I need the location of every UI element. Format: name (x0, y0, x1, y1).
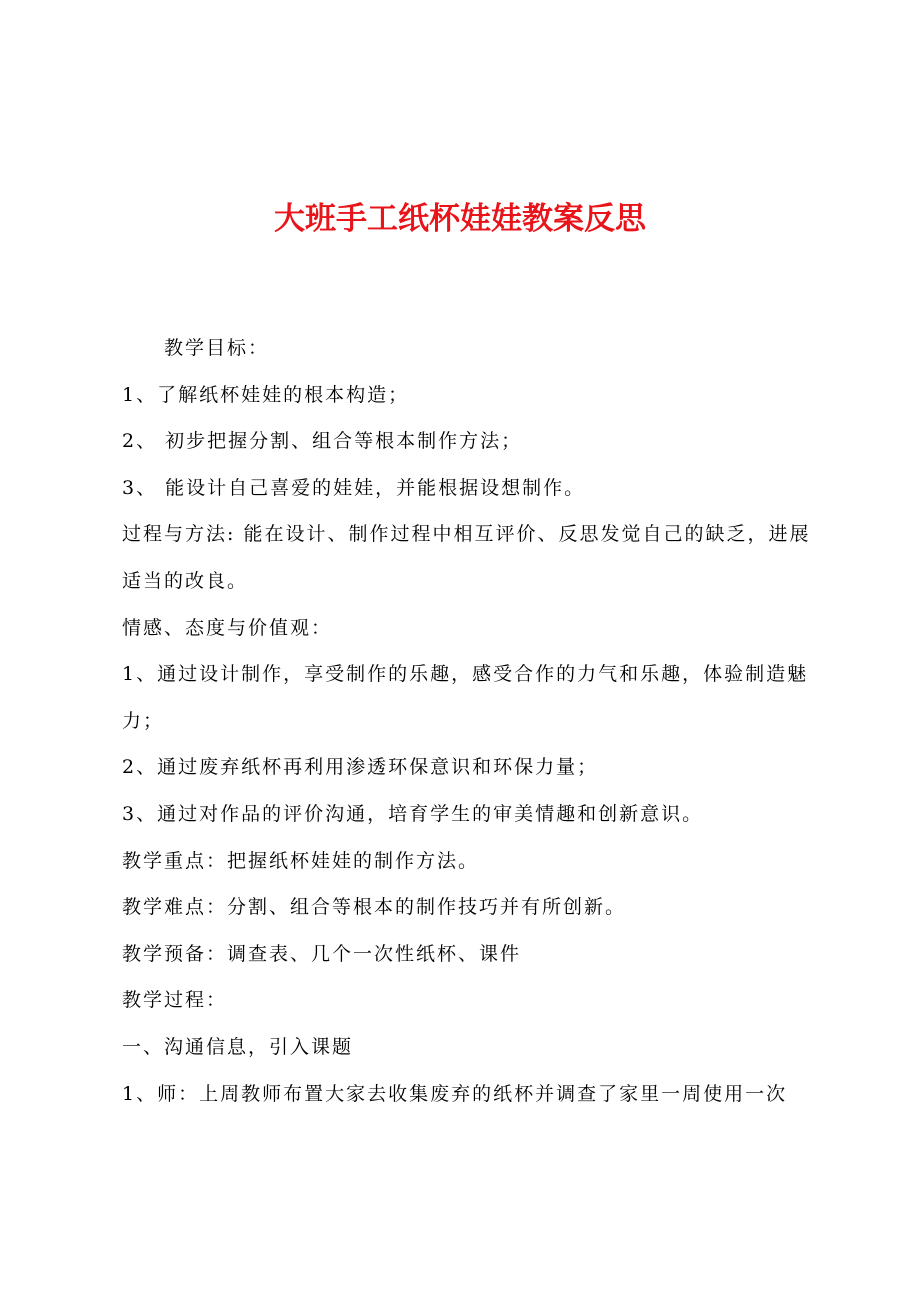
paragraph-objective-1: 1、了解纸杯娃娃的根本构造； (122, 383, 410, 406)
paragraph-objective-3: 3、 能设计自己喜爱的娃娃，并能根据设想制作。 (122, 476, 586, 499)
paragraph-emotion-1: 1、通过设计制作，享受制作的乐趣，感受合作的力气和乐趣，体验制造魅力； (122, 663, 809, 732)
paragraph-emotion-3: 3、通过对作品的评价沟通，培育学生的审美情趣和创新意识。 (122, 802, 704, 825)
document-title: 大班手工纸杯娃娃教案反思 (274, 201, 646, 237)
paragraph-preparation: 教学预备：调查表、几个一次性纸杯、课件 (122, 942, 522, 965)
section-heading-process: 教学过程： (122, 989, 228, 1012)
paragraph-process-method: 过程与方法: 能在设计、制作过程中相互评价、反思发觉自己的缺乏，进展适当的改良。 (122, 523, 811, 592)
section-heading-objectives: 教学目标： (164, 337, 270, 359)
paragraph-emotion-2: 2、通过废弃纸杯再利用渗透环保意识和环保力量； (122, 756, 599, 779)
paragraph-difficulty: 教学难点：分割、组合等根本的制作技巧并有所创新。 (122, 896, 627, 919)
paragraph-step-1-heading: 一、沟通信息，引入课题 (122, 1035, 354, 1058)
paragraph-key-point: 教学重点：把握纸杯娃娃的制作方法。 (122, 849, 480, 872)
section-heading-emotion: 情感、态度与价值观： (122, 616, 333, 639)
document-body (122, 325, 812, 1117)
paragraph-step-1-text: 1、师：上周教师布置大家去收集废弃的纸杯并调查了家里一周使用一次 (122, 1082, 788, 1105)
paragraph-objective-2: 2、 初步把握分割、组合等根本制作方法； (122, 430, 523, 453)
